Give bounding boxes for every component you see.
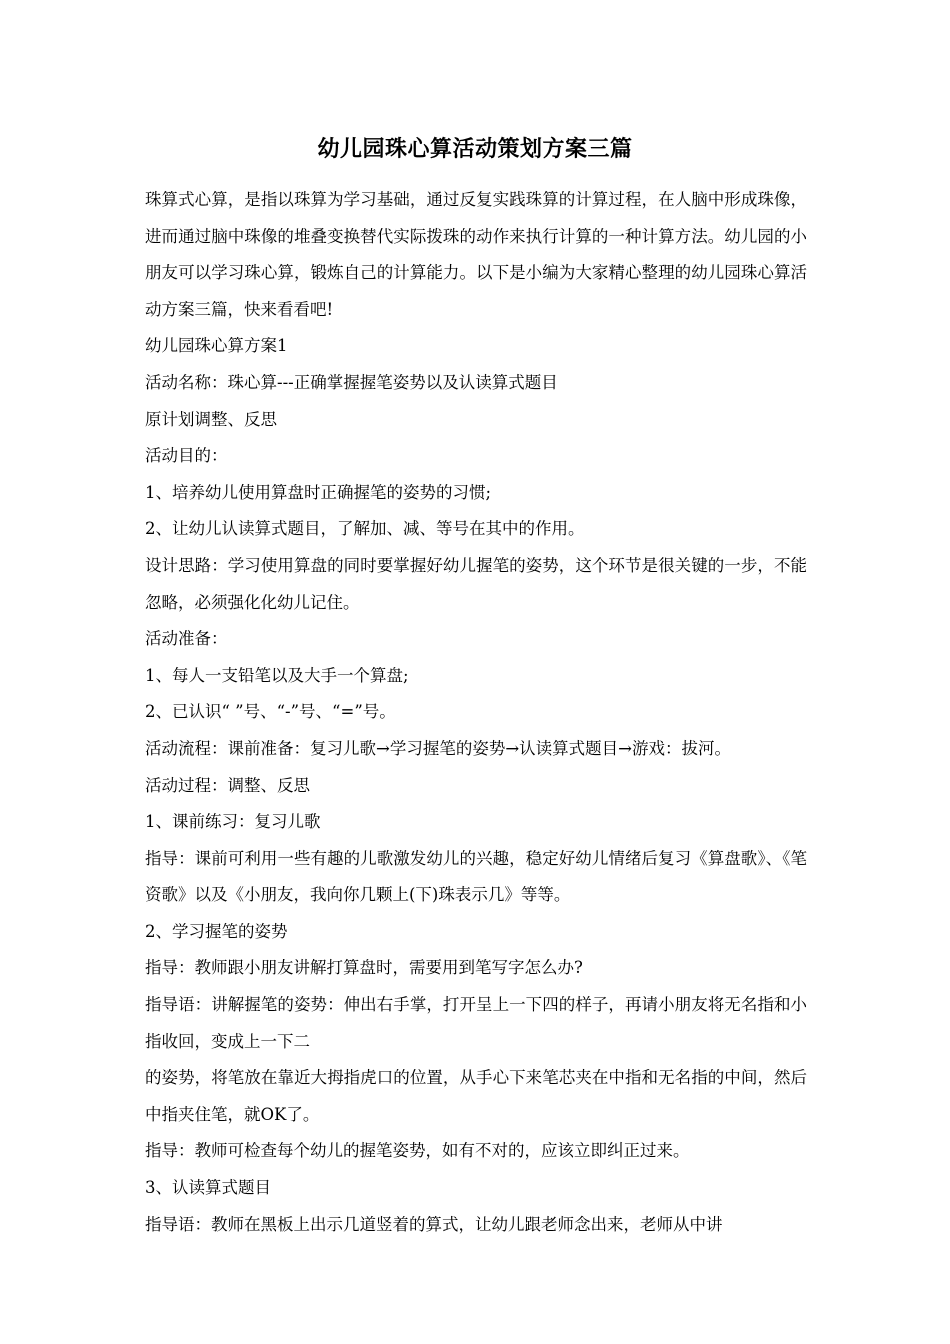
activity-name: 活动名称：珠心算---正确掌握握笔姿势以及认读算式题目 <box>145 372 558 392</box>
step-1-guidance: 指导：课前可利用一些有趣的儿歌激发幼儿的兴趣，稳定好幼儿情绪后复习《算盘歌》、《笔资歌》以及《小朋友，我向你几颗上(下)珠表示几》等等。 <box>145 848 807 905</box>
step-2-guidance-speech: 指导语：讲解握笔的姿势：伸出右手掌，打开呈上一下四的样子，再请小朋友将无名指和小指收回，变成上一下二 <box>145 995 807 1051</box>
document-title: 幼儿园珠心算活动策划方案三篇 <box>317 136 633 162</box>
step-2-guidance: 指导：教师跟小朋友讲解打算盘时，需要用到笔写字怎么办? <box>145 958 583 978</box>
step-2-guidance-speech-continued: 的姿势，将笔放在靠近大拇指虎口的位置，从手心下来笔芯夹在中指和无名指的中间，然后中指夹住笔，就OK了。 <box>145 1068 807 1124</box>
document-body <box>145 182 807 1243</box>
preparation-item-1: 1、每人一支铅笔以及大手一个算盘; <box>145 665 409 685</box>
step-2-check: 指导：教师可检查每个幼儿的握笔姿势，如有不对的，应该立即纠正过来。 <box>145 1141 690 1161</box>
plan-heading: 幼儿园珠心算方案1 <box>145 336 288 356</box>
step-3-guidance-speech: 指导语：教师在黑板上出示几道竖着的算式，让幼儿跟老师念出来，老师从中讲 <box>145 1214 723 1234</box>
preparation-item-2: 2、已认识“ ”号、“-”号、“=”号。 <box>145 702 396 722</box>
step-1-heading: 1、课前练习：复习儿歌 <box>145 812 321 832</box>
objectives-heading: 活动目的： <box>145 446 228 466</box>
activity-process: 活动过程：调整、反思 <box>145 775 310 795</box>
intro-paragraph: 珠算式心算，是指以珠算为学习基础，通过反复实践珠算的计算过程，在人脑中形成珠像，进而通过脑中珠像的堆叠变换替代实际拨珠的动作来执行计算的一种计算方法。幼儿园的小朋友可以学习珠心算，锻炼自己的计算能力。以下是小编为大家精心整理的幼儿园珠心算活动方案三篇，快来看看吧! <box>145 190 807 319</box>
activity-flow: 活动流程：课前准备：复习儿歌→学习握笔的姿势→认读算式题目→游戏：拔河。 <box>145 738 731 758</box>
objective-item-2: 2、让幼儿认读算式题目，了解加、减、等号在其中的作用。 <box>145 519 585 539</box>
step-3-heading: 3、认读算式题目 <box>145 1178 271 1198</box>
step-2-heading: 2、学习握笔的姿势 <box>145 921 288 941</box>
preparation-heading: 活动准备： <box>145 629 228 649</box>
plan-adjustment: 原计划调整、反思 <box>145 409 277 429</box>
design-idea: 设计思路：学习使用算盘的同时要掌握好幼儿握笔的姿势，这个环节是很关键的一步，不能忽略，必须强化化幼儿记住。 <box>145 555 807 612</box>
objective-item-1: 1、培养幼儿使用算盘时正确握笔的姿势的习惯; <box>145 482 492 502</box>
